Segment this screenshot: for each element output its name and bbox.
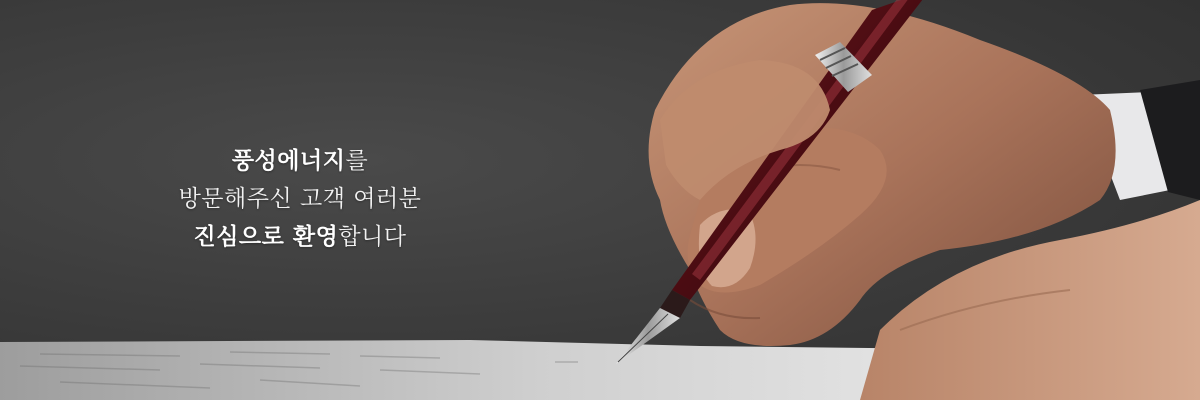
- welcome-emphasis: 진심으로 환영: [193, 224, 339, 250]
- welcome-line-2: 방문해주신 고객 여러분: [178, 186, 422, 212]
- welcome-line-3: 진심으로 환영합니다: [193, 224, 407, 250]
- company-name: 풍성에너지: [231, 148, 346, 174]
- welcome-line-1: 풍성에너지를: [231, 148, 369, 174]
- welcome-message: [100, 142, 500, 256]
